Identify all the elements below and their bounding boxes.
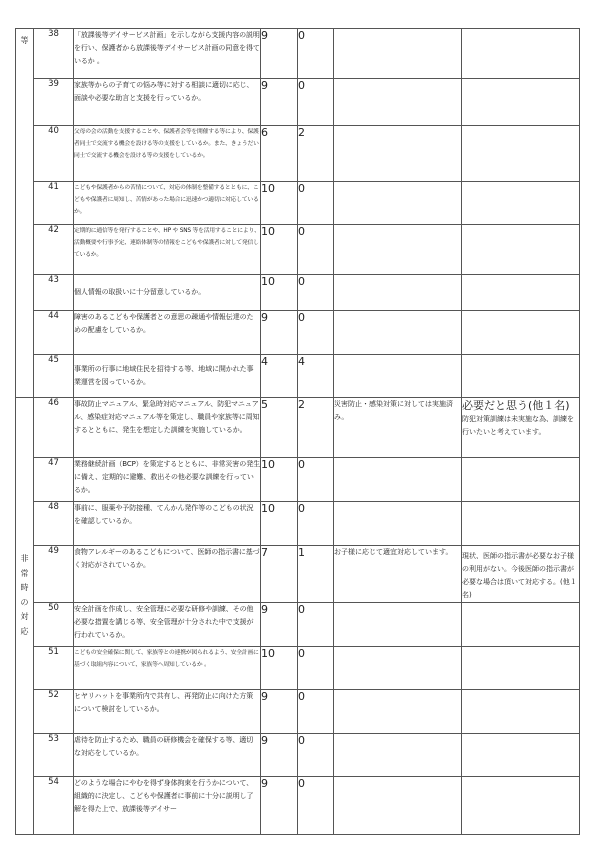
no-count: 4 bbox=[298, 355, 334, 398]
response-text bbox=[462, 126, 579, 130]
question-text: 事故防止マニュアル、緊急時対応マニュアル、防犯マニュアル、感染症対応マニュアル等を策定し、職員や家族等に周知するとともに、発生を想定した訓練を実施しているか。 bbox=[74, 398, 261, 458]
guardian-comment bbox=[334, 647, 462, 690]
table-row bbox=[16, 546, 580, 603]
item-number: 42 bbox=[34, 225, 74, 275]
yes-count: 9 bbox=[261, 734, 298, 777]
response-heading: 必要だと思う(他１名) bbox=[462, 399, 570, 412]
no-count: 0 bbox=[298, 734, 334, 777]
item-number: 49 bbox=[34, 546, 74, 603]
guardian-comment bbox=[334, 690, 462, 734]
response-text bbox=[462, 777, 579, 781]
item-number: 52 bbox=[34, 690, 74, 734]
response-text: 防犯対策訓練は未実施な為、訓練を行いたいと考えています。 bbox=[462, 415, 574, 436]
no-count: 0 bbox=[298, 225, 334, 275]
response-text bbox=[462, 311, 579, 315]
facility-response bbox=[462, 126, 580, 182]
no-count: 1 bbox=[298, 546, 334, 603]
yes-count: 7 bbox=[261, 546, 298, 603]
item-number: 44 bbox=[34, 311, 74, 355]
table-row bbox=[16, 647, 580, 690]
no-count: 0 bbox=[298, 458, 334, 502]
question-text: 事前に、服薬や予防接種、てんかん発作等のこどもの状況を確認しているか。 bbox=[74, 502, 261, 546]
no-count: 0 bbox=[298, 777, 334, 835]
table-row bbox=[16, 734, 580, 777]
response-text bbox=[462, 734, 579, 738]
category-label: 等 bbox=[20, 36, 29, 45]
guardian-comment bbox=[334, 126, 462, 182]
facility-response bbox=[462, 502, 580, 546]
guardian-comment bbox=[334, 225, 462, 275]
item-number: 40 bbox=[34, 126, 74, 182]
table-row bbox=[16, 79, 580, 126]
table-row bbox=[16, 311, 580, 355]
table-row bbox=[16, 29, 580, 79]
facility-response bbox=[462, 458, 580, 502]
yes-count: 5 bbox=[261, 398, 298, 458]
no-count: 2 bbox=[298, 398, 334, 458]
table-row bbox=[16, 603, 580, 647]
no-count: 0 bbox=[298, 29, 334, 79]
table-row bbox=[16, 275, 580, 311]
facility-response bbox=[462, 734, 580, 777]
no-count: 0 bbox=[298, 79, 334, 126]
table-row bbox=[16, 502, 580, 546]
facility-response bbox=[462, 603, 580, 647]
item-number: 51 bbox=[34, 647, 74, 690]
question-text: 業務継続計画（BCP）を策定するとともに、非常災害の発生に備え、定期的に避難、救出その他必要な訓練を行っているか。 bbox=[74, 458, 261, 502]
item-number: 50 bbox=[34, 603, 74, 647]
yes-count: 10 bbox=[261, 275, 298, 311]
table-row bbox=[16, 777, 580, 835]
no-count: 0 bbox=[298, 275, 334, 311]
question-text: 安全計画を作成し、安全管理に必要な研修や訓練、その他必要な措置を講じる等、安全管理が十分された中で支援が行われているか。 bbox=[74, 603, 261, 647]
guardian-comment bbox=[334, 502, 462, 546]
response-text bbox=[462, 355, 579, 359]
yes-count: 10 bbox=[261, 225, 298, 275]
item-number: 54 bbox=[34, 777, 74, 835]
yes-count: 9 bbox=[261, 690, 298, 734]
no-count: 0 bbox=[298, 182, 334, 225]
response-text bbox=[462, 29, 579, 33]
table-row bbox=[16, 458, 580, 502]
category-label: 非常時の対応 bbox=[20, 554, 29, 636]
response-text bbox=[462, 647, 579, 651]
yes-count: 9 bbox=[261, 79, 298, 126]
facility-response bbox=[462, 647, 580, 690]
item-number: 41 bbox=[34, 182, 74, 225]
no-count: 0 bbox=[298, 603, 334, 647]
table-row bbox=[16, 690, 580, 734]
yes-count: 6 bbox=[261, 126, 298, 182]
yes-count: 9 bbox=[261, 29, 298, 79]
yes-count: 9 bbox=[261, 603, 298, 647]
facility-response bbox=[462, 355, 580, 398]
guardian-comment bbox=[334, 79, 462, 126]
facility-response bbox=[462, 225, 580, 275]
facility-response bbox=[462, 182, 580, 225]
question-text: 個人情報の取扱いに十分留意しているか。 bbox=[74, 275, 261, 311]
question-text: 虐待を防止するため、職員の研修機会を確保する等、適切な対応をしているか。 bbox=[74, 734, 261, 777]
guardian-comment bbox=[334, 734, 462, 777]
facility-response bbox=[462, 690, 580, 734]
yes-count: 9 bbox=[261, 777, 298, 835]
yes-count: 10 bbox=[261, 458, 298, 502]
category-cell-emergency bbox=[16, 398, 34, 835]
table-row bbox=[16, 225, 580, 275]
guardian-comment: 災害防止・感染対策に対しては実施済み。 bbox=[334, 398, 462, 458]
category-cell-general bbox=[16, 29, 34, 398]
guardian-comment bbox=[334, 458, 462, 502]
response-text bbox=[462, 225, 579, 229]
response-text: 現状、医師の指示書が必要なお子様の利用がない。今後医師の指示書が必要な場合は頂いて対応する。(他１名) bbox=[462, 552, 577, 599]
question-text: こどもの安全確保に関して、家族等との連携が図られるよう、安全計画に基づく取組内容について、家族等へ周知しているか 。 bbox=[74, 647, 261, 690]
item-number: 39 bbox=[34, 79, 74, 126]
guardian-comment bbox=[334, 311, 462, 355]
item-number: 46 bbox=[34, 398, 74, 458]
facility-response bbox=[462, 275, 580, 311]
no-count: 0 bbox=[298, 690, 334, 734]
no-count: 0 bbox=[298, 502, 334, 546]
question-text: ヒヤリハットを事業所内で共有し、再発防止に向けた方策について検討をしているか。 bbox=[74, 690, 261, 734]
question-text: 父母の会の活動を支援することや、保護者会等を開催する等により、保護者同士で交流する機会を設ける等の支援をしているか。また、きょうだい同士で交流する機会を設ける等の支援をしているか。 bbox=[74, 126, 261, 182]
facility-response bbox=[462, 777, 580, 835]
response-text bbox=[462, 458, 579, 462]
response-text bbox=[462, 182, 579, 186]
facility-response bbox=[462, 546, 580, 603]
guardian-comment bbox=[334, 355, 462, 398]
guardian-comment bbox=[334, 275, 462, 311]
table-row bbox=[16, 182, 580, 225]
guardian-comment bbox=[334, 182, 462, 225]
yes-count: 9 bbox=[261, 311, 298, 355]
response-text bbox=[462, 275, 579, 279]
response-text bbox=[462, 502, 579, 506]
yes-count: 10 bbox=[261, 502, 298, 546]
facility-response bbox=[462, 79, 580, 126]
item-number: 47 bbox=[34, 458, 74, 502]
item-number: 45 bbox=[34, 355, 74, 398]
item-number: 38 bbox=[34, 29, 74, 79]
question-text: 食物アレルギーのあるこどもについて、医師の指示書に基づく対応がされているか。 bbox=[74, 546, 261, 603]
item-number: 53 bbox=[34, 734, 74, 777]
guardian-comment: お子様に応じて適宜対応しています。 bbox=[334, 546, 462, 603]
no-count: 0 bbox=[298, 647, 334, 690]
item-number: 43 bbox=[34, 275, 74, 311]
response-text bbox=[462, 603, 579, 607]
no-count: 0 bbox=[298, 311, 334, 355]
item-number: 48 bbox=[34, 502, 74, 546]
response-text bbox=[462, 690, 579, 694]
no-count: 2 bbox=[298, 126, 334, 182]
question-text: どのような場合にやむを得ず身体拘束を行うかについて、組織的に決定し、こどもや保護者に事前に十分に説明し了解を得た上で、放課後等デイサー bbox=[74, 777, 261, 835]
question-text: 「放課後等デイサービス計画」を示しながら支援内容の説明を行い、保護者から放課後等デイサービス計画の同意を得ているか 。 bbox=[74, 29, 261, 79]
table-row bbox=[16, 398, 580, 458]
guardian-comment bbox=[334, 29, 462, 79]
guardian-comment bbox=[334, 777, 462, 835]
facility-response bbox=[462, 311, 580, 355]
yes-count: 10 bbox=[261, 647, 298, 690]
yes-count: 10 bbox=[261, 182, 298, 225]
question-text: 障害のあるこどもや保護者との意思の疎通や情報伝達のための配慮をしているか。 bbox=[74, 311, 261, 355]
question-text: 家族等からの子育ての悩み等に対する相談に適切に応じ、面談や必要な助言と支援を行っているか。 bbox=[74, 79, 261, 126]
guardian-comment bbox=[334, 603, 462, 647]
table-row bbox=[16, 355, 580, 398]
question-text: こどもや保護者からの苦情について、対応の体制を整備するとともに、こどもや保護者に周知し、苦情があった場合に迅速かつ適切に対応しているか。 bbox=[74, 182, 261, 225]
facility-response bbox=[462, 29, 580, 79]
evaluation-table bbox=[15, 28, 580, 835]
question-text: 事業所の行事に地域住民を招待する等、地域に開かれた事業運営を図っているか。 bbox=[74, 355, 261, 398]
yes-count: 4 bbox=[261, 355, 298, 398]
table-row bbox=[16, 126, 580, 182]
response-text bbox=[462, 79, 579, 83]
question-text: 定期的に通信等を発行することや、HP や SNS 等を活用することにより、活動概要や行事予定、連絡体制等の情報をこどもや保護者に対して発信しているか。 bbox=[74, 225, 261, 275]
facility-response bbox=[462, 398, 580, 458]
